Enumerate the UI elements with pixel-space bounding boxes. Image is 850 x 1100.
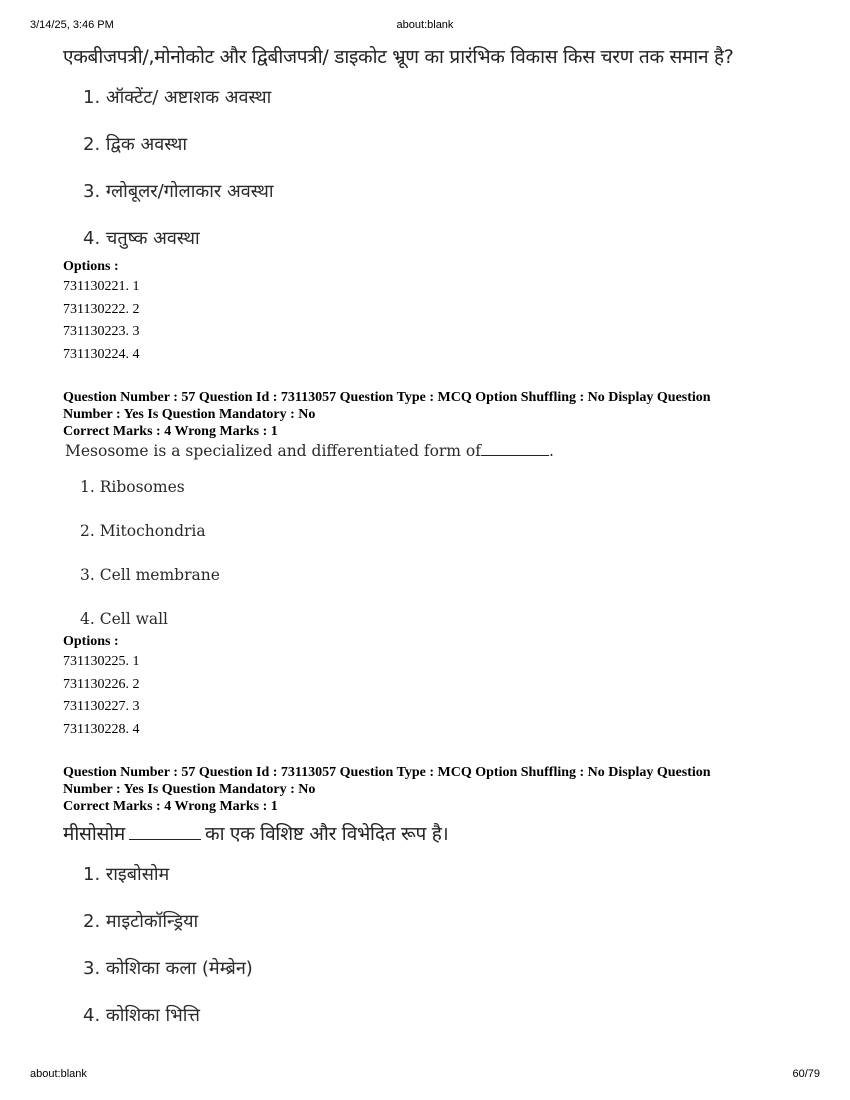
answer-option-1: 1. राइबोसोम xyxy=(83,864,170,885)
option-id: 731130223. 3 xyxy=(63,324,140,339)
answer-option-2: 2. माइटोकॉन्ड्रिया xyxy=(83,911,199,932)
options-label: Options : xyxy=(63,634,119,649)
page-number: 60/79 xyxy=(792,1068,820,1080)
fill-in-blank xyxy=(129,823,201,840)
answer-option-1: 1. Ribosomes xyxy=(80,478,185,496)
answer-option-2: 2. द्विक अवस्था xyxy=(83,134,188,155)
print-datetime: 3/14/25, 3:46 PM xyxy=(30,19,114,31)
answer-option-2: 2. Mitochondria xyxy=(80,522,206,540)
question-block-hindi-embryo xyxy=(63,44,803,366)
question-text: एकबीजपत्री/,मोनोकोट और द्विबीजपत्री/ डाइकोट भ्रूण का प्रारंभिक विकास किस चरण तक समान है? xyxy=(63,46,734,68)
option-id: 731130225. 1 xyxy=(63,654,140,669)
option-id: 731130227. 3 xyxy=(63,699,140,714)
document-content xyxy=(63,40,803,1032)
option-id: 731130222. 2 xyxy=(63,301,140,317)
answer-option-3: 3. ग्लोबूलर/गोलाकार अवस्था xyxy=(83,181,274,202)
answer-option-4: 4. चतुष्क अवस्था xyxy=(83,228,200,249)
answer-option-3: 3. Cell membrane xyxy=(80,566,220,584)
question-meta-line: Number : Yes Is Question Mandatory : No xyxy=(63,782,316,797)
answer-option-3: 3. कोशिका कला (मेम्ब्रेन) xyxy=(83,958,253,979)
question-marks: Correct Marks : 4 Wrong Marks : 1 xyxy=(63,799,278,814)
print-page-title: about:blank xyxy=(396,19,454,31)
question-meta-line: Number : Yes Is Question Mandatory : No xyxy=(63,407,316,422)
answer-option-1: 1. ऑक्टेंट/ अष्टाशक अवस्था xyxy=(83,87,272,108)
question-text-after-blank: . xyxy=(549,442,554,460)
question-text xyxy=(63,821,803,847)
print-footer xyxy=(30,1068,820,1082)
print-header xyxy=(30,19,820,33)
question-text xyxy=(65,440,803,462)
question-block-hindi-mesosome xyxy=(63,764,803,1032)
question-meta-line: Question Number : 57 Question Id : 73113057 Question Type : MCQ Option Shuffling : No Display Question xyxy=(63,390,711,405)
print-footer-url: about:blank xyxy=(30,1068,87,1080)
question-text-after-blank: का एक विशिष्ट और विभेदित रूप है। xyxy=(204,823,449,845)
question-text-before-blank: मीसोसोम xyxy=(63,823,125,845)
answer-option-4: 4. Cell wall xyxy=(80,610,169,628)
answer-option-4: 4. कोशिका भित्ति xyxy=(83,1005,200,1026)
option-id: 731130221. 1 xyxy=(63,279,140,294)
options-label: Options : xyxy=(63,259,119,274)
fill-in-blank xyxy=(481,441,549,456)
question-block-english-mesosome xyxy=(63,389,803,741)
question-text-before-blank: Mesosome is a specialized and differentiated form of xyxy=(65,442,482,460)
question-meta-line: Question Number : 57 Question Id : 73113057 Question Type : MCQ Option Shuffling : No Display Question xyxy=(63,765,711,780)
option-id: 731130228. 4 xyxy=(63,721,140,737)
option-id: 731130224. 4 xyxy=(63,346,140,362)
question-marks: Correct Marks : 4 Wrong Marks : 1 xyxy=(63,424,278,439)
option-id: 731130226. 2 xyxy=(63,676,140,692)
